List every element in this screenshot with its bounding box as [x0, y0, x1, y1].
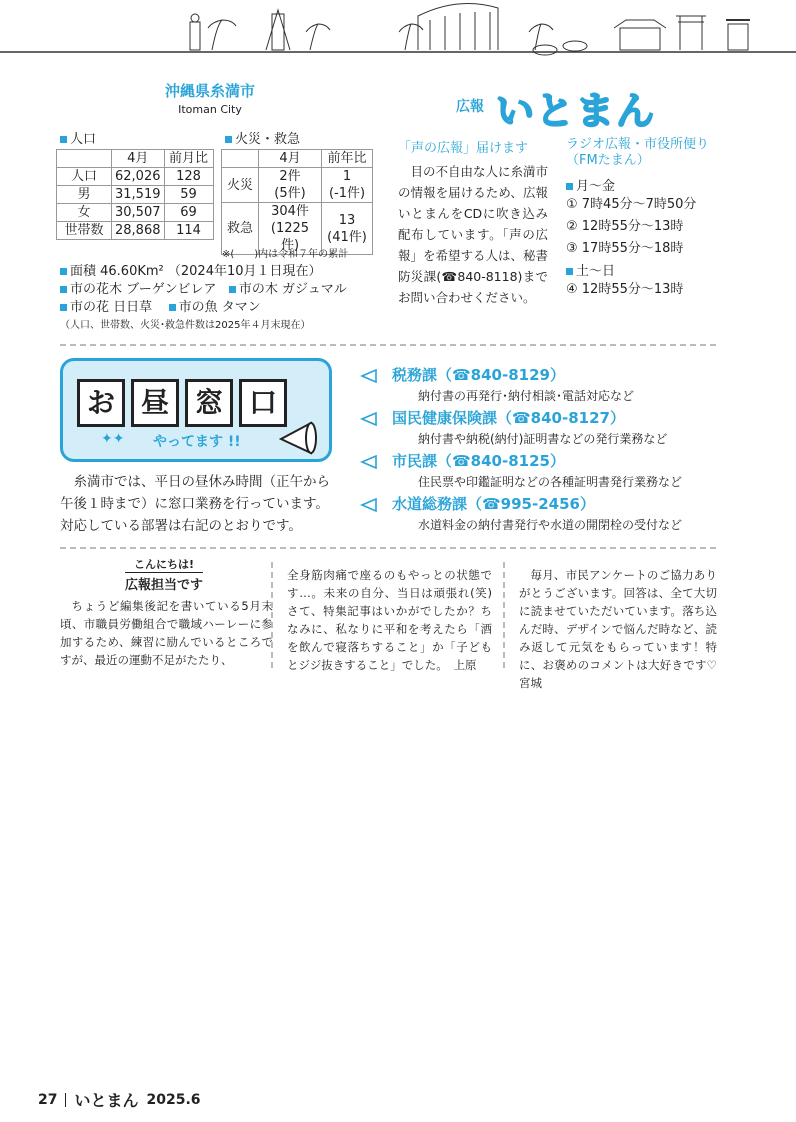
column-text: ちょうど編集後記を書いている5月末頃、市職員労働組合で職域ハーレーに参加するため、練習に励んでいるところですが、最近の運動不足がたたり、: [60, 599, 273, 667]
dept-name: 税務課（☎840-8129）: [392, 366, 565, 384]
lunch-subtitle: やってます !!: [153, 434, 241, 450]
issue-date: 2025.6: [146, 1091, 201, 1108]
dept-item: [360, 450, 682, 490]
table-row: 火災 2件 (5件) 1 (-1件): [222, 168, 373, 203]
column-header: [60, 556, 268, 593]
fire-heading: 火災・救急: [225, 128, 300, 147]
divider: [60, 547, 716, 549]
dept-desc: 納付書や納税(納付)証明書などの発行業務など: [418, 432, 668, 446]
dept-item: [360, 407, 667, 447]
megaphone-icon: [277, 417, 327, 457]
bullet-square: [229, 286, 236, 293]
table-header: 前年比: [322, 150, 373, 168]
masthead-label: 広報: [456, 99, 484, 115]
dept-item: [360, 364, 634, 404]
sparkle-icon: ✦✦: [101, 431, 125, 447]
megaphone-icon: [360, 455, 380, 469]
fire-table: [221, 149, 373, 255]
lunch-char: 口: [239, 379, 287, 427]
page-number: 27: [38, 1091, 58, 1108]
radio-saturday-slot: ④ 12時55分～13時: [566, 282, 684, 297]
bullet-square: [60, 268, 67, 275]
lunch-body: 糸満市では、平日の昼休み時間（正午から午後１時まで）に窓口業務を行っています。対応している部署は右記のとおりです。: [60, 474, 330, 534]
radio-weekday: 月～金: [566, 175, 726, 194]
population-heading: 人口: [60, 128, 96, 147]
column-greeting: こんにちは!: [133, 558, 195, 571]
dept-desc: 納付書の再発行･納付相談･電話対応など: [418, 389, 635, 403]
voice-title: 「声の広報」届けます: [398, 141, 529, 156]
facts-note: （人口、世帯数、火災･救急件数は2025年４月末現在）: [60, 320, 311, 331]
dept-name: 水道総務課（☎995-2456）: [392, 495, 595, 513]
table-header: 4月: [259, 150, 322, 168]
fire-note: ※( )内は令和７年の累計: [222, 249, 349, 260]
dept-desc: 住民票や印鑑証明などの各種証明書発行業務など: [418, 475, 683, 489]
column-text: 毎月、市民アンケートのご協力ありがとうございます。回答は、全て大切に読ませていただいています。落ち込んだ時、デザインで悩んだ時など、読み返して元気をもらっています！特に、お褒めのコメントは大好きです♡ 宮城: [519, 568, 717, 690]
dept-name: 国民健康保険課（☎840-8127）: [392, 409, 625, 427]
table-header: 前月比: [164, 150, 213, 168]
city-heading: [60, 80, 360, 116]
table-row: 世帯数 28,868 114: [57, 222, 214, 240]
megaphone-icon: [360, 369, 380, 383]
divider: [60, 344, 716, 346]
city-name-en: Itoman City: [178, 103, 242, 116]
table-header: [222, 150, 259, 168]
voice-section: [398, 137, 548, 308]
bullet-square: [169, 304, 176, 311]
column-title: 広報担当です: [125, 572, 203, 593]
radio-saturday: 土～日: [566, 260, 726, 279]
divider: [503, 562, 505, 668]
footer: [38, 1088, 201, 1111]
lunch-char: 昼: [131, 379, 179, 427]
facts-list: 面積 46.60Km² （2024年10月１日現在） 市の花木 ブーゲンビレア 市の木 ガジュマル 市の花 日日草 市の魚 タマン （人口、世帯数、火災･救急件数は2025年４月末現在）: [60, 263, 347, 335]
column-text: 全身筋肉痛で座るのもやっとの状態です…。未来の自分、当日は頑張れ(笑) さて、特集記事はいかがでしたか？ちなみに、私なりに平和を考えたら「酒を飲んで寝落ちすること」か「子どもとジジ抜きすること」でした。 上原: [287, 568, 504, 672]
radio-section: [566, 137, 726, 301]
megaphone-icon: [360, 412, 380, 426]
radio-weekday-slots: ① 7時45分～7時50分 ② 12時55分～13時 ③ 17時55分～18時: [566, 197, 697, 256]
table-row: 女 30,507 69: [57, 204, 214, 222]
table-header: [57, 150, 112, 168]
population-table: [56, 149, 214, 240]
table-row: 救急 304件 (1225件) 13 (41件): [222, 203, 373, 255]
bullet-square: [225, 136, 232, 143]
city-name: 沖縄県糸満市: [164, 82, 255, 100]
dept-desc: 水道料金の納付書発行や水道の開閉栓の受付など: [418, 518, 683, 532]
bullet-square: [60, 136, 67, 143]
megaphone-icon: [360, 498, 380, 512]
divider: [271, 562, 273, 668]
footer-logo: いとまん: [74, 1091, 139, 1110]
lunch-banner: [60, 358, 332, 462]
table-row: 人口 62,026 128: [57, 168, 214, 186]
table-header: 4月: [112, 150, 165, 168]
radio-title: ラジオ広報・市役所便り（FMたまん）: [566, 137, 710, 168]
lunch-char: お: [77, 379, 125, 427]
dept-name: 市民課（☎840-8125）: [392, 452, 565, 470]
masthead-logo: いとまん: [496, 89, 657, 133]
dept-item: [360, 493, 682, 533]
table-row: 男 31,519 59: [57, 186, 214, 204]
bullet-square: [60, 304, 67, 311]
bullet-square: [60, 286, 67, 293]
skyline-illustration: [0, 0, 796, 60]
lunch-char: 窓: [185, 379, 233, 427]
lunch-title: [77, 379, 287, 427]
voice-body: 目の不自由な人に糸満市の情報を届けるため、広報いとまんをCDに吹き込み配布しています。「声の広報」を希望する人は、秘書防災課(☎840-8118)までお問い合わせください。: [398, 164, 549, 305]
